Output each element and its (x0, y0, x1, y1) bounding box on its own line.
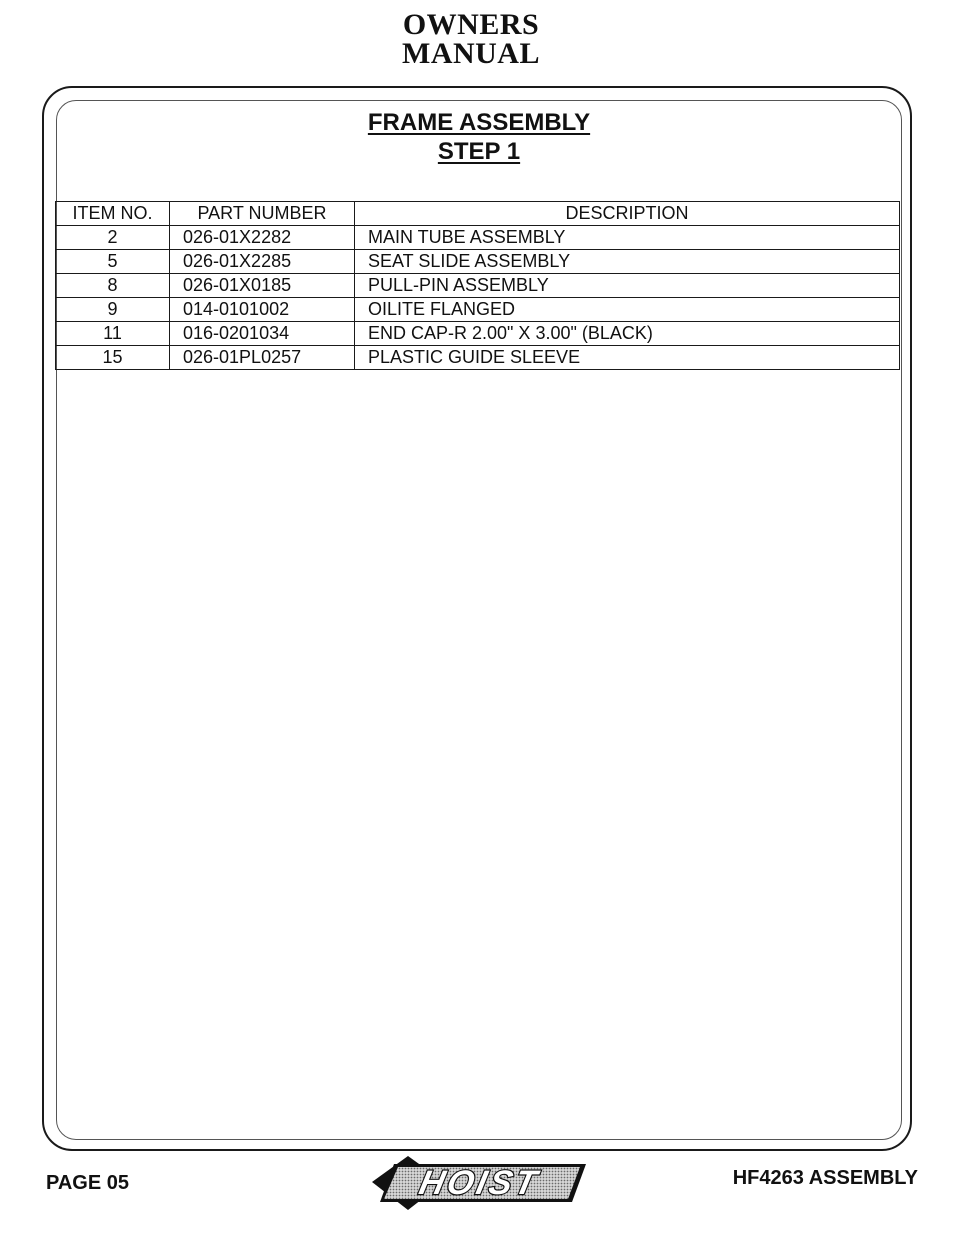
table-row (56, 298, 900, 322)
manual-title-line1: OWNERS (402, 8, 540, 41)
logo-wordmark: HOIST (415, 1164, 543, 1202)
cell-part-number: 026-01X2285 (170, 250, 355, 274)
col-header-item: ITEM NO. (56, 202, 170, 226)
cell-part-number: 026-01PL0257 (170, 346, 355, 370)
cell-description: PULL-PIN ASSEMBLY (355, 274, 900, 298)
section-title-text: FRAME ASSEMBLY (367, 109, 591, 136)
cell-part-number: 014-0101002 (170, 298, 355, 322)
cell-item: 2 (56, 226, 170, 250)
col-header-description: DESCRIPTION (355, 202, 900, 226)
cell-part-number: 026-01X0185 (170, 274, 355, 298)
cell-description: SEAT SLIDE ASSEMBLY (355, 250, 900, 274)
table-row (56, 322, 900, 346)
cell-description: END CAP-R 2.00" X 3.00" (BLACK) (355, 322, 900, 346)
cell-part-number: 026-01X2282 (170, 226, 355, 250)
col-header-part-number: PART NUMBER (170, 202, 355, 226)
cell-description: PLASTIC GUIDE SLEEVE (355, 346, 900, 370)
cell-item: 15 (56, 346, 170, 370)
table-row (56, 346, 900, 370)
section-step: STEP 1 (437, 138, 521, 165)
table-row (56, 250, 900, 274)
cell-item: 9 (56, 298, 170, 322)
manual-title-line2: MANUAL (402, 37, 540, 70)
section-title (56, 108, 902, 166)
table-row (56, 226, 900, 250)
parts-table (55, 201, 900, 370)
cell-part-number: 016-0201034 (170, 322, 355, 346)
cell-item: 5 (56, 250, 170, 274)
page-number: PAGE 05 (46, 1172, 129, 1194)
cell-description: MAIN TUBE ASSEMBLY (355, 226, 900, 250)
table-row (56, 274, 900, 298)
cell-item: 11 (56, 322, 170, 346)
manual-title (0, 10, 942, 68)
cell-item: 8 (56, 274, 170, 298)
model-assembly-label: HF4263 ASSEMBLY (732, 1167, 918, 1189)
parts-table-header (56, 202, 900, 226)
cell-description: OILITE FLANGED (355, 298, 900, 322)
hoist-logo-icon (368, 1152, 590, 1214)
